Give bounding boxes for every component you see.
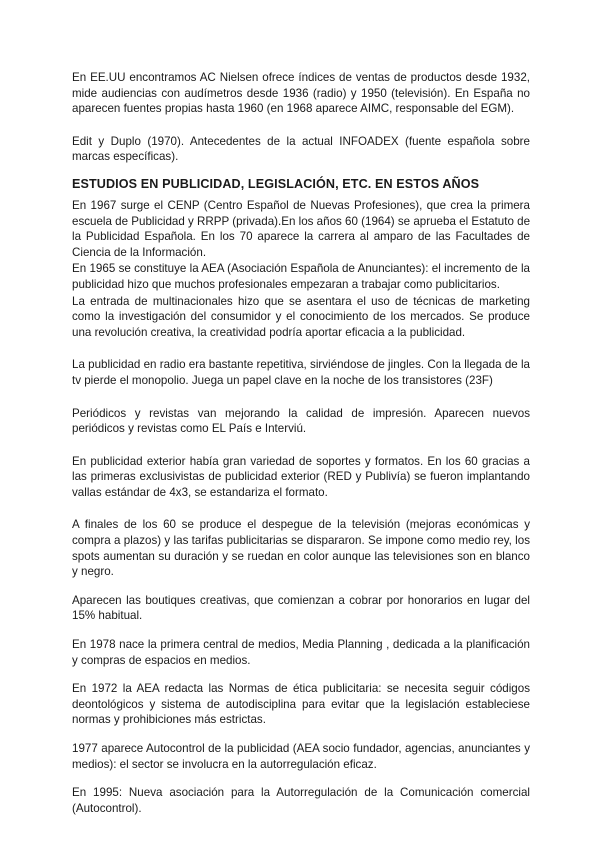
section-heading: ESTUDIOS EN PUBLICIDAD, LEGISLACIÓN, ETC. EN ESTOS AÑOS xyxy=(72,176,480,191)
paragraph-cenp: En 1967 surge el CENP (Centro Español de Nuevas Profesiones), que crea la primera escuela de Publicidad y RRPP (privada).En los años 60 (1964) se aprueba el Estatuto de la Publicidad Española. En los 70 aparece la carrera al amparo de las Facultades de Ciencia de la Información. xyxy=(72,198,531,259)
paragraph-normas-etica: En 1972 la AEA redacta las Normas de ética publicitaria: se necesita seguir códigos deontológicos y sistema de autodisciplina para evitar que la legislación estableciese normas y prohibiciones más estrictas. xyxy=(72,682,530,727)
paragraph-radio: La publicidad en radio era bastante repetitiva, sirviéndose de jingles. Con la llegada de la tv pierde el monopolio. Juega un papel clave en la noche de los transistores (23F) xyxy=(72,358,530,387)
paragraph-nielsen: En EE.UU encontramos AC Nielsen ofrece índices de ventas de productos desde 1932, mide audiencias con audímetros desde 1936 (radio) y 1950 (televisión). En España no aparecen fuentes propias hasta 1960 (en 1968 aparece AIMC, responsable del EGM). xyxy=(72,71,530,116)
paragraph-autocontrol-1977: 1977 aparece Autocontrol de la publicidad (AEA socio fundador, agencias, anunciantes y medios): el sector se involucra en la autorregulación eficaz. xyxy=(72,742,530,771)
paragraph-exterior: En publicidad exterior había gran variedad de soportes y formatos. En los 60 gracias a las primeras exclusivistas de publicidad exterior (RED y Publivía) se fueron implantando vallas estándar de 4x3, se estandariza el formato. xyxy=(72,454,530,499)
paragraph-television: A finales de los 60 se produce el despegue de la televisión (mejoras económicas y compra a plazos) y las tarifas publicitarias se dispararon. Se impone como medio rey, los spots aumentan su duración y se ruedan en color aunque las televisiones son en blanco y negro. xyxy=(72,518,530,579)
paragraph-autocontrol-1995: En 1995: Nueva asociación para la Autorregulación de la Comunicación comercial (Autocontrol). xyxy=(72,786,530,815)
document-page xyxy=(72,70,530,816)
paragraph-aea: En 1965 se constituye la AEA (Asociación Española de Anunciantes): el incremento de la publicidad hizo que muchos profesionales empezaran a trabajar como publicitarios. xyxy=(72,262,530,291)
paragraph-periodicos: Periódicos y revistas van mejorando la calidad de impresión. Aparecen nuevos periódicos y revistas como EL País e Interviú. xyxy=(72,406,530,436)
paragraph-boutiques: Aparecen las boutiques creativas, que comienzan a cobrar por honorarios en lugar del 15% habitual. xyxy=(72,593,530,623)
paragraph-multinacionales: La entrada de multinacionales hizo que se asentara el uso de técnicas de marketing como la investigación del consumidor y el conocimiento de los mercados. Se produce una revolución creativa, la creatividad podría aportar eficacia a la publicidad. xyxy=(72,294,530,339)
paragraph-edit-duplo: Edit y Duplo (1970). Antecedentes de la actual INFOADEX (fuente española sobre marcas específicas). xyxy=(72,134,530,164)
paragraph-media-planning: En 1978 nace la primera central de medios, Media Planning , dedicada a la planificación y compras de espacios en medios. xyxy=(72,638,530,667)
